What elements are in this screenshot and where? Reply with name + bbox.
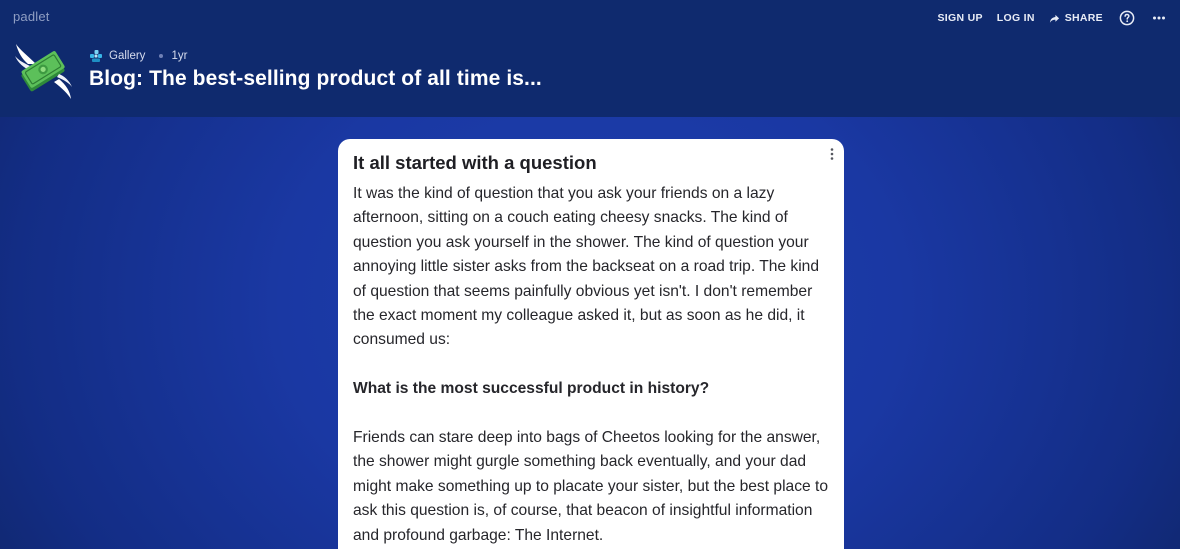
header (0, 0, 1180, 117)
log-in-button[interactable]: LOG IN (996, 12, 1035, 24)
post-paragraph: It was the kind of question that you ask your friends on a lazy afternoon, sitting on a couch eating cheesy snacks. The kind of question you ask yourself in the shower. The kind of question your annoying little sister asks from the backseat on a road trip. The kind of question that seems painfully obvious yet isn't. I don't remember the exact moment my colleague asked it, but as soon as he did, it consumed us: (353, 185, 820, 349)
share-label: SHARE (1064, 12, 1103, 24)
post-title: It all started with a question (353, 152, 597, 173)
help-icon[interactable] (1119, 10, 1135, 26)
top-nav (937, 9, 1166, 27)
padlet-meta (89, 49, 187, 63)
post-paragraph-bold: What is the most successful product in history? (353, 380, 710, 398)
meta-separator (159, 54, 163, 58)
share-arrow-icon (1049, 13, 1060, 24)
age-label: 1yr (171, 50, 188, 62)
more-horizontal-icon[interactable] (1152, 11, 1166, 25)
more-vertical-icon[interactable] (828, 147, 836, 161)
padlet-brand[interactable]: padlet (13, 9, 50, 24)
sign-up-button[interactable]: SIGN UP (937, 12, 983, 24)
share-button[interactable] (1049, 12, 1103, 24)
winged-money-icon (14, 42, 72, 100)
post-paragraph: Friends can stare deep into bags of Cheetos looking for the answer, the shower might gurgle something back eventually, and your dad might make something up to placate your sister, but the best place to ask this question is, of course, that beacon of insightful information and profound garbage: The Internet. (353, 429, 829, 544)
gallery-icon (89, 49, 103, 63)
post-body (353, 182, 829, 548)
category-label[interactable]: Gallery (109, 50, 146, 62)
page-title: Blog: The best-selling product of all time is... (89, 67, 542, 90)
post-card[interactable] (338, 139, 844, 549)
